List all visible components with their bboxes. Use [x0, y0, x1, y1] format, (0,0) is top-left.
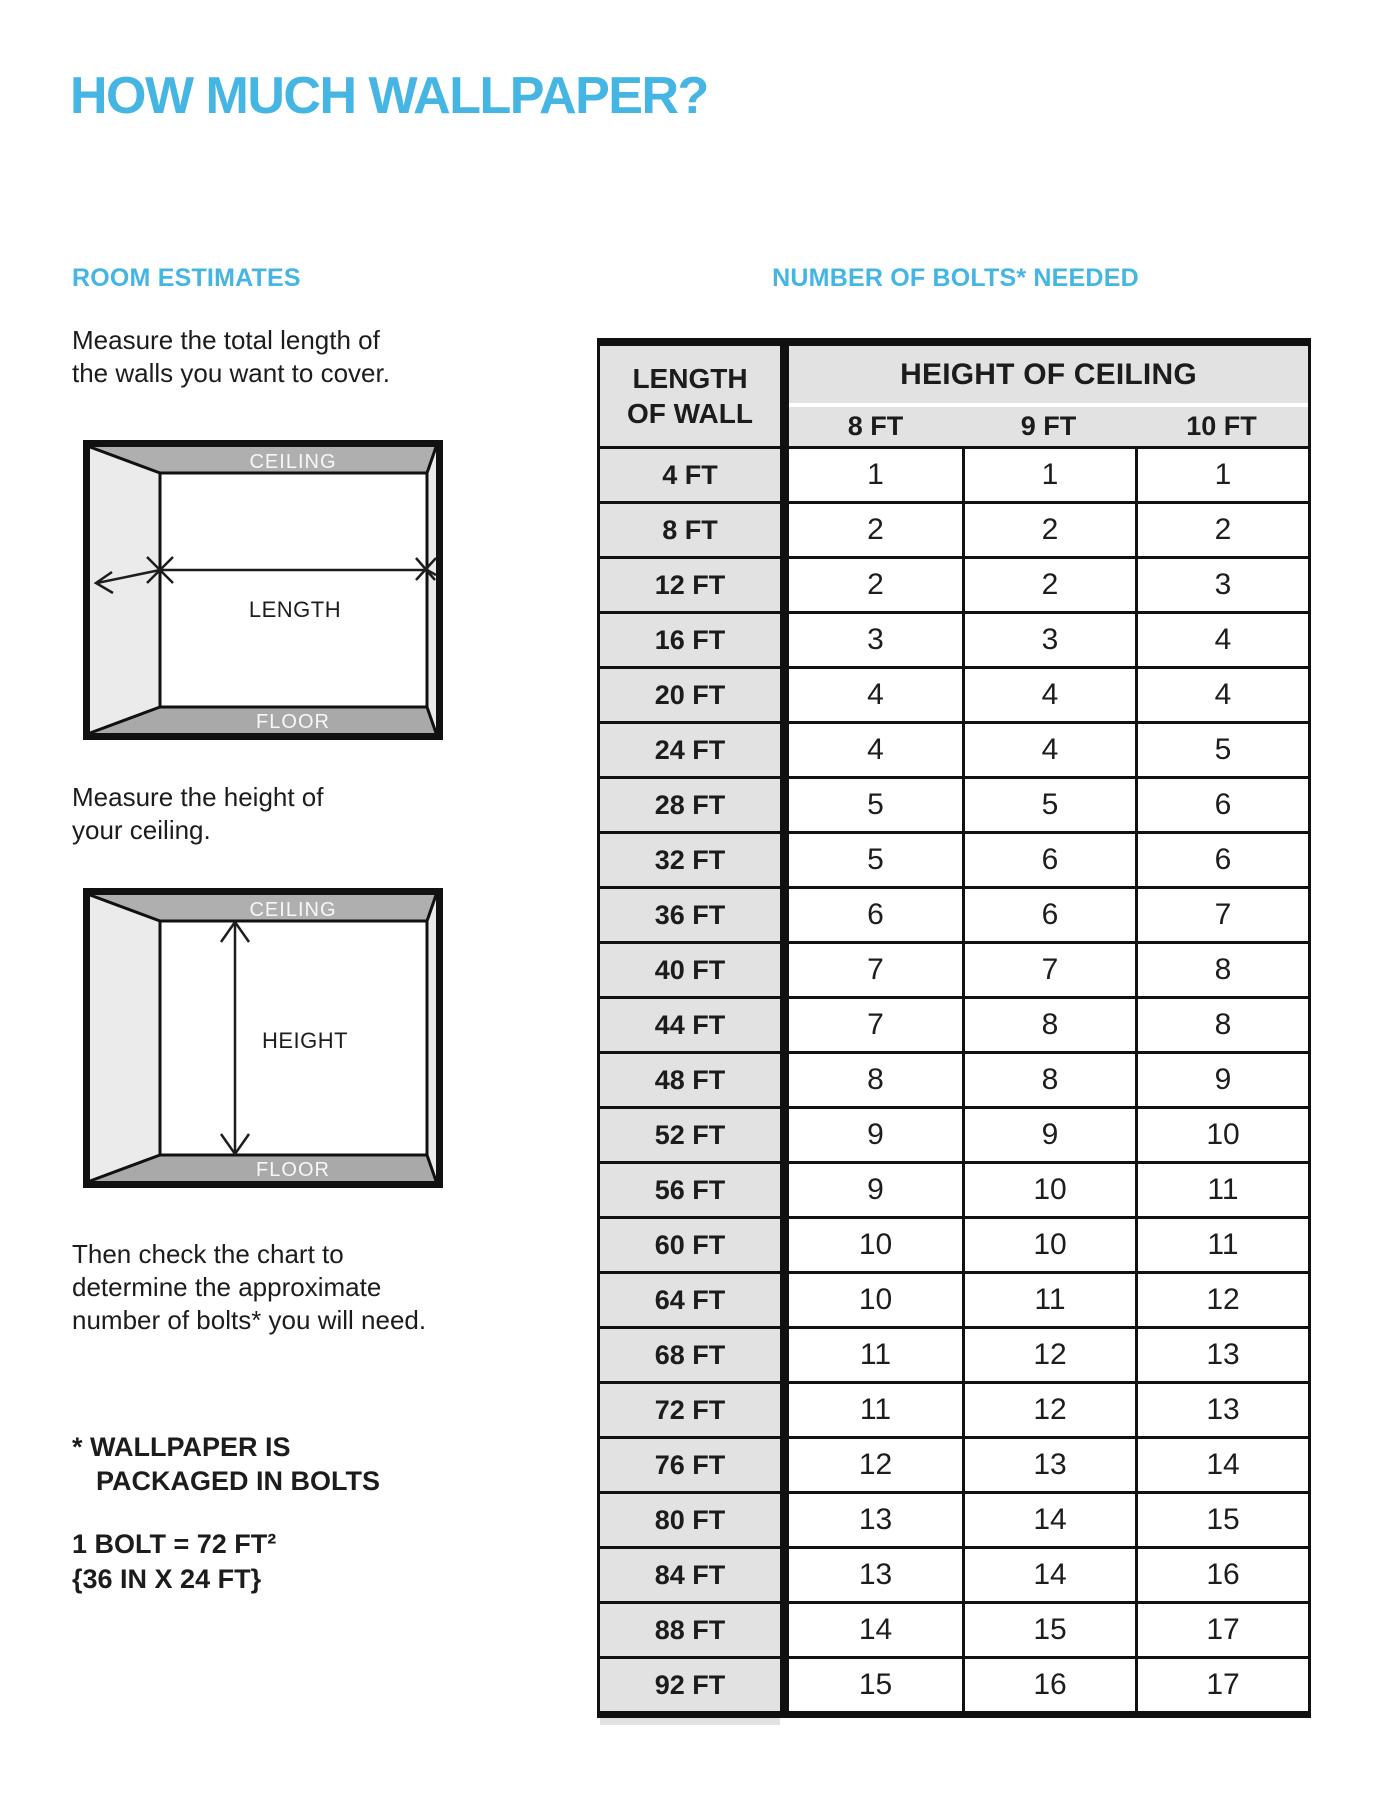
bolt-count-cell: 2 [962, 556, 1135, 611]
bolt-count-cell: 11 [1135, 1216, 1308, 1271]
column-divider [780, 446, 789, 501]
room-length-diagram [83, 440, 443, 740]
bolt-count-cell: 12 [962, 1381, 1135, 1436]
bolt-count-cell: 13 [962, 1436, 1135, 1491]
wall-length-label: 68 FT [600, 1326, 780, 1381]
column-divider [780, 1546, 789, 1601]
instruction-line: Measure the total length of [72, 325, 380, 355]
wallpaper-bolts-footnote [72, 1430, 380, 1498]
wall-length-label: 60 FT [600, 1216, 780, 1271]
table-row [600, 1381, 1308, 1436]
table-row [600, 1546, 1308, 1601]
column-divider [780, 996, 789, 1051]
bolt-count-cell: 10 [962, 1161, 1135, 1216]
column-divider [780, 501, 789, 556]
wall-length-label: 56 FT [600, 1161, 780, 1216]
table-row [600, 556, 1308, 611]
bolt-count-cell: 11 [789, 1381, 962, 1436]
column-header-8ft: 8 FT [847, 411, 904, 441]
wall-length-label: 20 FT [600, 666, 780, 721]
wall-length-label: 32 FT [600, 831, 780, 886]
table-row [600, 886, 1308, 941]
bolt-count-cell: 5 [1135, 721, 1308, 776]
table-right-border [1308, 338, 1311, 1718]
bolt-count-cell: 9 [789, 1106, 962, 1161]
bolt-count-cell: 1 [789, 446, 962, 501]
bolt-count-cell: 14 [962, 1546, 1135, 1601]
column-divider [780, 776, 789, 831]
column-divider [780, 1326, 789, 1381]
bolt-count-cell: 10 [789, 1271, 962, 1326]
table-row [600, 1601, 1308, 1656]
column-divider [780, 611, 789, 666]
bolt-count-cell: 5 [789, 831, 962, 886]
bolt-count-cell: 9 [962, 1106, 1135, 1161]
header-line: OF WALL [627, 398, 753, 429]
wall-length-label: 48 FT [600, 1051, 780, 1106]
bolt-count-cell: 14 [962, 1491, 1135, 1546]
bolt-info-line: {36 IN X 24 FT} [72, 1564, 262, 1594]
wall-length-label: 4 FT [600, 446, 780, 501]
table-row [600, 996, 1308, 1051]
column-divider [780, 941, 789, 996]
wall-length-label: 84 FT [600, 1546, 780, 1601]
bolt-count-cell: 2 [789, 501, 962, 556]
bolt-count-cell: 7 [962, 941, 1135, 996]
bolt-count-cell: 14 [789, 1601, 962, 1656]
wall-length-label: 12 FT [600, 556, 780, 611]
bolt-count-cell: 8 [789, 1051, 962, 1106]
room-height-diagram [83, 888, 443, 1188]
floor-label: FLOOR [256, 1159, 330, 1181]
bolt-count-cell: 6 [962, 886, 1135, 941]
table-row [600, 721, 1308, 776]
table-row [600, 1271, 1308, 1326]
wall-length-label: 28 FT [600, 776, 780, 831]
wall-length-label: 52 FT [600, 1106, 780, 1161]
bolt-count-cell: 17 [1135, 1656, 1308, 1711]
instruction-line: Then check the chart to [72, 1239, 344, 1269]
column-divider [780, 1436, 789, 1491]
bolt-count-cell: 16 [1135, 1546, 1308, 1601]
wall-length-label: 36 FT [600, 886, 780, 941]
wall-length-label: 16 FT [600, 611, 780, 666]
section-heading-bolts-needed: NUMBER OF BOLTS* NEEDED [772, 264, 1139, 292]
bolt-count-cell: 7 [1135, 886, 1308, 941]
table-row [600, 611, 1308, 666]
bolt-count-cell: 17 [1135, 1601, 1308, 1656]
bolt-count-cell: 6 [962, 831, 1135, 886]
column-header-10ft: 10 FT [1186, 411, 1257, 441]
bolt-size-info [72, 1527, 276, 1597]
wall-length-label: 64 FT [600, 1271, 780, 1326]
ceiling-label: CEILING [249, 899, 337, 921]
table-row [600, 446, 1308, 501]
wall-length-label: 80 FT [600, 1491, 780, 1546]
table-row [600, 1106, 1308, 1161]
bolt-count-cell: 6 [1135, 831, 1308, 886]
bolt-count-cell: 7 [789, 996, 962, 1051]
bolt-count-cell: 5 [962, 776, 1135, 831]
column-divider [780, 1601, 789, 1656]
footnote-line: * WALLPAPER IS [72, 1432, 291, 1462]
column-divider [780, 1106, 789, 1161]
column-divider [780, 1491, 789, 1546]
wall-length-label: 76 FT [600, 1436, 780, 1491]
column-divider [780, 1271, 789, 1326]
wall-length-label: 24 FT [600, 721, 780, 776]
column-divider [780, 556, 789, 611]
column-divider [780, 1381, 789, 1436]
bolt-count-cell: 4 [789, 721, 962, 776]
bolt-count-cell: 15 [1135, 1491, 1308, 1546]
table-row [600, 666, 1308, 721]
bolt-count-cell: 9 [1135, 1051, 1308, 1106]
bolt-count-cell: 8 [962, 1051, 1135, 1106]
bolt-count-cell: 16 [962, 1656, 1135, 1711]
instruction-line: determine the approximate [72, 1272, 382, 1302]
column-divider [780, 721, 789, 776]
column-divider [780, 338, 789, 446]
wall-length-label: 88 FT [600, 1601, 780, 1656]
bolt-count-cell: 11 [1135, 1161, 1308, 1216]
left-wall [90, 895, 160, 1181]
column-divider [780, 1216, 789, 1271]
bolt-count-cell: 12 [1135, 1271, 1308, 1326]
table-row [600, 831, 1308, 886]
wall-length-label: 92 FT [600, 1656, 780, 1711]
bolt-count-cell: 13 [789, 1491, 962, 1546]
floor-label: FLOOR [256, 711, 330, 733]
table-row [600, 1491, 1308, 1546]
bolt-count-cell: 4 [789, 666, 962, 721]
bolt-count-cell: 4 [1135, 611, 1308, 666]
footnote-line: PACKAGED IN BOLTS [96, 1466, 381, 1496]
left-wall [90, 447, 160, 733]
table-rows [600, 446, 1308, 1718]
wall-length-label: 8 FT [600, 501, 780, 556]
table-top-border [597, 338, 1311, 346]
column-divider [780, 666, 789, 721]
height-of-ceiling-header: HEIGHT OF CEILING [789, 346, 1308, 403]
table-row [600, 1216, 1308, 1271]
bolt-count-cell: 11 [962, 1271, 1135, 1326]
bolt-count-cell: 9 [789, 1161, 962, 1216]
bolt-count-cell: 1 [962, 446, 1135, 501]
bolt-count-cell: 2 [789, 556, 962, 611]
wall-length-label: 40 FT [600, 941, 780, 996]
instruction-step-2 [72, 781, 324, 847]
bolt-count-cell: 10 [962, 1216, 1135, 1271]
ceiling-height-subheader-row [789, 407, 1308, 446]
instruction-step-1 [72, 324, 390, 390]
length-of-wall-header [600, 346, 780, 446]
bolt-count-cell: 6 [789, 886, 962, 941]
bolt-count-cell: 13 [1135, 1326, 1308, 1381]
table-row [600, 1161, 1308, 1216]
table-bottom-stub [600, 1718, 780, 1725]
page-title: HOW MUCH WALLPAPER? [70, 67, 708, 125]
bolt-info-line: 1 BOLT = 72 FT² [72, 1529, 277, 1559]
bolt-count-cell: 14 [1135, 1436, 1308, 1491]
bolt-count-cell: 8 [962, 996, 1135, 1051]
bolt-count-cell: 4 [962, 721, 1135, 776]
column-divider [780, 1161, 789, 1216]
table-row [600, 1656, 1308, 1711]
instruction-line: your ceiling. [72, 815, 211, 845]
height-label: HEIGHT [261, 1028, 349, 1053]
header-line: LENGTH [632, 363, 748, 394]
back-wall [160, 473, 427, 707]
column-header-9ft: 9 FT [1020, 411, 1077, 441]
bolt-count-cell: 4 [962, 666, 1135, 721]
bolt-count-cell: 11 [789, 1326, 962, 1381]
bolt-count-cell: 12 [789, 1436, 962, 1491]
table-row [600, 776, 1308, 831]
length-label: LENGTH [248, 597, 342, 622]
bolt-count-cell: 2 [962, 501, 1135, 556]
bolt-count-cell: 7 [789, 941, 962, 996]
column-divider [780, 1051, 789, 1106]
instruction-line: the walls you want to cover. [72, 358, 390, 388]
wall-length-label: 44 FT [600, 996, 780, 1051]
bolt-count-cell: 8 [1135, 941, 1308, 996]
instruction-line: Measure the height of [72, 782, 324, 812]
table-row [600, 941, 1308, 996]
bolt-count-cell: 12 [962, 1326, 1135, 1381]
bolt-count-cell: 13 [789, 1546, 962, 1601]
table-row [600, 1051, 1308, 1106]
bolt-count-cell: 6 [1135, 776, 1308, 831]
bolt-count-cell: 3 [1135, 556, 1308, 611]
section-heading-room-estimates: ROOM ESTIMATES [72, 264, 301, 292]
bolt-count-cell: 15 [789, 1656, 962, 1711]
bolt-count-cell: 3 [962, 611, 1135, 666]
ceiling-label: CEILING [249, 451, 337, 473]
instruction-line: number of bolts* you will need. [72, 1305, 427, 1335]
bolt-count-cell: 8 [1135, 996, 1308, 1051]
column-divider [780, 1656, 789, 1711]
table-row [600, 1326, 1308, 1381]
bolt-count-cell: 3 [789, 611, 962, 666]
table-row [600, 1436, 1308, 1491]
table-row [600, 501, 1308, 556]
bolt-count-cell: 1 [1135, 446, 1308, 501]
wall-length-label: 72 FT [600, 1381, 780, 1436]
bolt-count-cell: 5 [789, 776, 962, 831]
column-divider [780, 886, 789, 941]
bolt-count-cell: 10 [789, 1216, 962, 1271]
bolt-count-cell: 10 [1135, 1106, 1308, 1161]
bolt-count-cell: 4 [1135, 666, 1308, 721]
bolt-count-cell: 2 [1135, 501, 1308, 556]
bolt-count-cell: 13 [1135, 1381, 1308, 1436]
column-divider [780, 831, 789, 886]
bolt-count-cell: 15 [962, 1601, 1135, 1656]
instruction-step-3 [72, 1238, 426, 1337]
